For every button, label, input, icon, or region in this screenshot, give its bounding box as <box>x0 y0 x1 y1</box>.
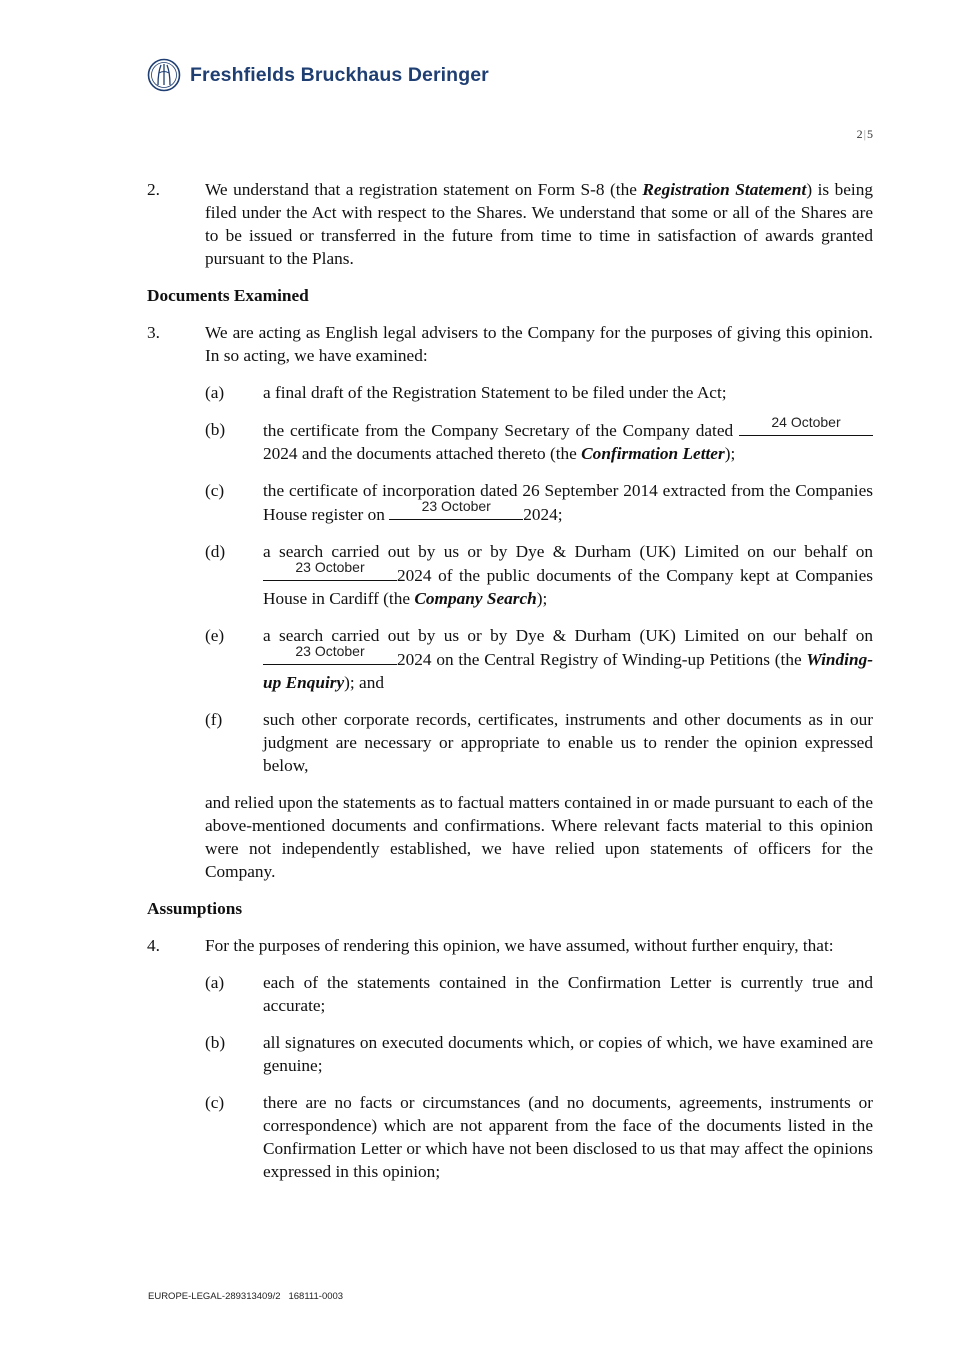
subparagraph-label: (c) <box>205 1093 225 1112</box>
subparagraph-3c <box>205 479 873 526</box>
section-heading-assumptions: Assumptions <box>147 899 243 918</box>
section-heading-documents: Documents Examined <box>147 286 309 305</box>
text-run: 2024 on the Central Registry of Winding-up Petitions (the <box>397 650 807 669</box>
text-run: ) is being filed under the Act with respect to the Shares. We understand that some or all of the Shares are to be issued or transferred in the future from time to time in satisfaction of awards granted pursuant to the Plans. <box>205 180 873 268</box>
subparagraph-label: (f) <box>205 710 223 729</box>
text-run: ); and <box>344 673 384 692</box>
paragraph-number: 4. <box>147 936 160 955</box>
document-footer <box>148 1291 343 1302</box>
total-pages: 5 <box>867 127 873 141</box>
text-run: ); <box>724 444 736 463</box>
filled-date: 24 October <box>771 414 841 430</box>
subparagraph-3f <box>205 708 873 777</box>
date-blank <box>263 643 397 665</box>
filled-date: 23 October <box>295 559 365 575</box>
text-run: 2024 of the public documents of the Company kept at Companies House in Cardiff (the <box>263 566 873 608</box>
defined-term: Confirmation Letter <box>581 444 725 463</box>
defined-term: Winding-up Enquiry <box>263 650 873 692</box>
subparagraph-text <box>263 479 873 526</box>
subparagraph-4b <box>205 1031 873 1077</box>
subparagraph-label: (c) <box>205 481 225 500</box>
paragraph-text: For the purposes of rendering this opinion, we have assumed, without further enquiry, that: <box>205 936 834 955</box>
subparagraph-label: (a) <box>205 383 225 402</box>
text-run: a search carried out by us or by Dye & Durham (UK) Limited on our behalf on <box>263 542 873 561</box>
paragraph-number: 2. <box>147 180 160 199</box>
subparagraph-text <box>263 414 873 465</box>
text-run: 2024; <box>523 505 563 524</box>
letterhead <box>147 57 489 93</box>
text-run: the certificate of incorporation dated 26 September 2014 extracted from the Companies House register on <box>263 481 873 524</box>
date-blank <box>739 414 873 436</box>
subparagraph-text: all signatures on executed documents which, or copies of which, we have examined are genuine; <box>263 1033 873 1075</box>
subparagraph-text: a final draft of the Registration Statement to be filed under the Act; <box>263 383 727 402</box>
subparagraph-4c <box>205 1091 873 1183</box>
subparagraph-4a <box>205 971 873 1017</box>
date-blank <box>389 498 523 520</box>
subparagraph-label: (b) <box>205 1033 226 1052</box>
current-page: 2 <box>856 127 863 141</box>
subparagraph-text: such other corporate records, certificates, instruments and other documents as in our judgment are necessary or appropriate to enable us to render the opinion expressed below, <box>263 710 873 775</box>
paragraph-number: 3. <box>147 323 160 342</box>
page-number: 2|5 <box>856 127 873 141</box>
date-blank <box>263 559 397 581</box>
subparagraph-text <box>263 540 873 610</box>
subparagraph-label: (b) <box>205 420 226 439</box>
subparagraph-label: (e) <box>205 626 225 645</box>
subparagraph-label: (d) <box>205 542 226 561</box>
subparagraph-text: each of the statements contained in the Confirmation Letter is currently true and accurate; <box>263 973 873 1015</box>
filled-date: 23 October <box>295 643 365 659</box>
text-run: We understand that a registration statement on Form S-8 (the <box>205 180 643 199</box>
matter-reference: 168111-0003 <box>288 1291 344 1302</box>
paragraph-4 <box>147 934 873 957</box>
text-run: a search carried out by us or by Dye & Durham (UK) Limited on our behalf on <box>263 626 873 645</box>
defined-term: Company Search <box>414 589 537 608</box>
paragraph-2 <box>147 178 873 270</box>
defined-term: Registration Statement <box>642 180 807 199</box>
subparagraph-3e <box>205 624 873 694</box>
subparagraph-3a <box>205 381 873 404</box>
document-reference: EUROPE-LEGAL-289313409/2 <box>148 1291 281 1302</box>
paragraph-3-continuation: and relied upon the statements as to factual matters contained in or made pursuant to each of the above-mentioned documents and confirmations. Where relevant facts material to this opinion were not independently established, we have relied upon statements of officers for the Company. <box>205 793 873 881</box>
subparagraph-text <box>263 624 873 694</box>
paragraph-text <box>205 178 873 270</box>
paragraph-3 <box>147 321 873 367</box>
freshfields-logo-icon <box>147 58 181 92</box>
document-body <box>147 178 873 1197</box>
paragraph-text: We are acting as English legal advisers to the Company for the purposes of giving this opinion. In so acting, we have examined: <box>205 323 873 365</box>
text-run: the certificate from the Company Secretary of the Company dated <box>263 421 739 440</box>
subparagraph-label: (a) <box>205 973 225 992</box>
subparagraph-3b <box>205 414 873 465</box>
brand-name: Freshfields Bruckhaus Deringer <box>190 63 489 86</box>
subparagraph-3d <box>205 540 873 610</box>
filled-date: 23 October <box>421 498 491 514</box>
subparagraph-text: there are no facts or circumstances (and no documents, agreements, instruments or correspondence) which are not apparent from the face of the documents listed in the Confirmation Letter or which have not been disclosed to us that may affect the opinions expressed in this opinion; <box>263 1093 873 1181</box>
text-run: ); <box>536 589 548 608</box>
text-run: 2024 and the documents attached thereto (the <box>263 444 582 463</box>
